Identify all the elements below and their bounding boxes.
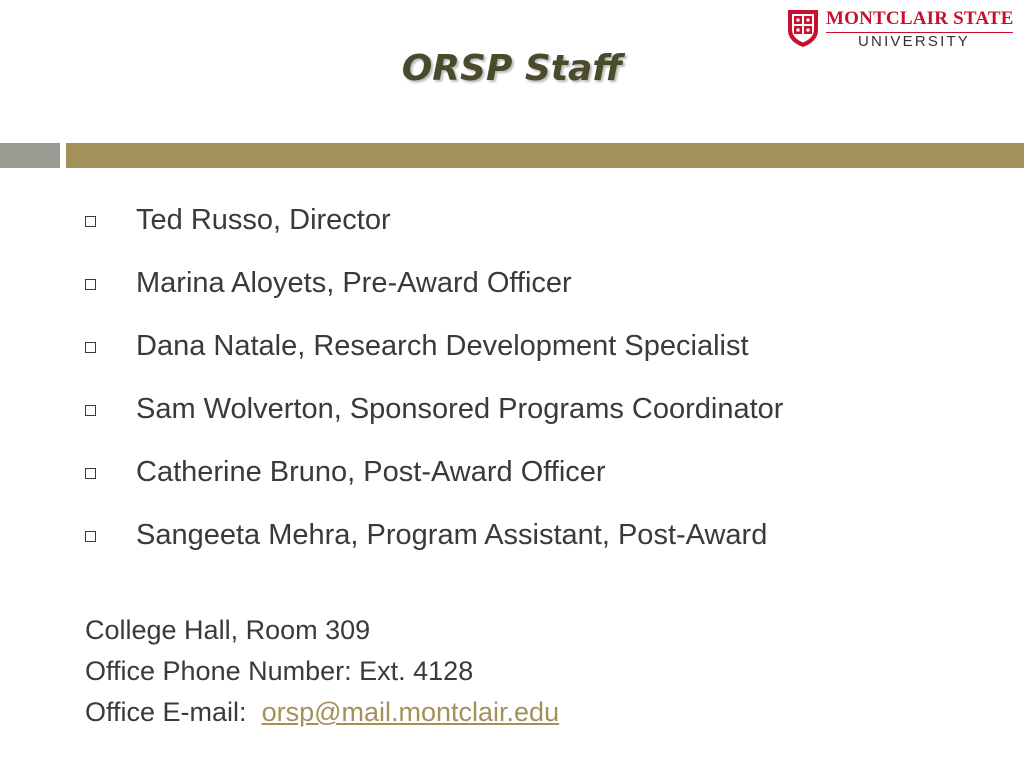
staff-item-text: Sam Wolverton, Sponsored Programs Coordinator <box>136 393 784 425</box>
office-email-label: Office E-mail: <box>85 697 247 727</box>
staff-item-text: Dana Natale, Research Development Specialist <box>136 330 749 362</box>
logo-line-university: UNIVERSITY <box>858 33 971 50</box>
checkbox-bullet-icon <box>85 531 96 542</box>
shield-icon <box>786 8 820 48</box>
slide-title: ORSP Staff <box>401 48 623 89</box>
office-phone: Office Phone Number: Ext. 4128 <box>85 656 474 686</box>
office-location: College Hall, Room 309 <box>85 615 371 645</box>
checkbox-bullet-icon <box>85 216 96 227</box>
header-bar-main <box>66 143 1024 168</box>
checkbox-bullet-icon <box>85 342 96 353</box>
university-logo <box>786 6 1016 52</box>
staff-item-text: Sangeeta Mehra, Program Assistant, Post-Award <box>136 519 768 551</box>
staff-item-text: Marina Aloyets, Pre-Award Officer <box>136 267 572 299</box>
header-bar-left <box>0 143 60 168</box>
logo-line-montclair-state: MONTCLAIR STATE <box>826 8 1014 29</box>
staff-item-text: Catherine Bruno, Post-Award Officer <box>136 456 606 488</box>
office-email-link[interactable]: orsp@mail.montclair.edu <box>261 697 560 727</box>
checkbox-bullet-icon <box>85 468 96 479</box>
checkbox-bullet-icon <box>85 279 96 290</box>
staff-item-text: Ted Russo, Director <box>136 204 391 236</box>
office-email-line <box>85 697 559 738</box>
contact-info <box>85 615 559 738</box>
checkbox-bullet-icon <box>85 405 96 416</box>
